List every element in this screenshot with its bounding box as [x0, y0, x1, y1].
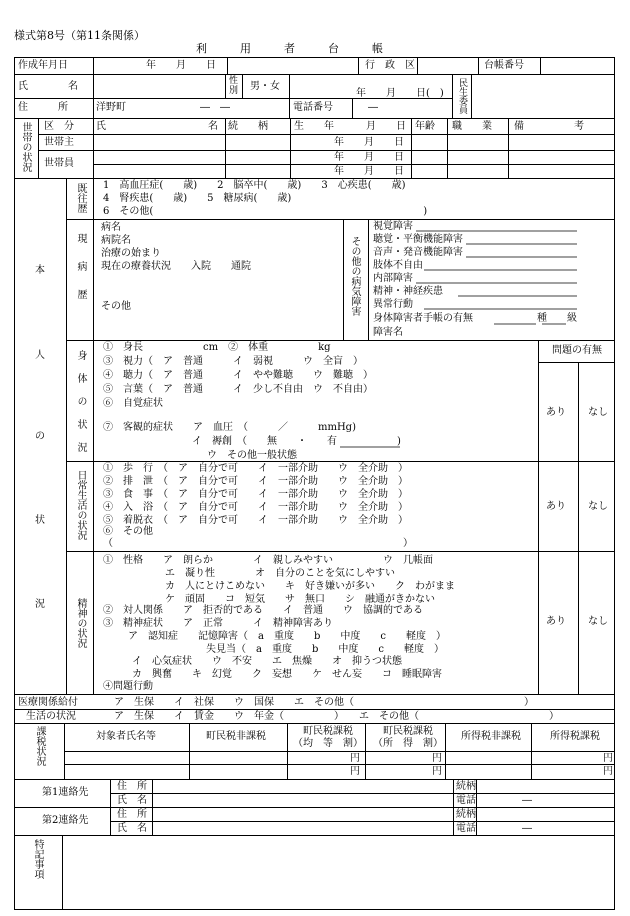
current-history-disease[interactable]: 病名 — [101, 222, 121, 233]
honnin-side-label-4: 状 — [35, 515, 45, 526]
mental-problem-behavior[interactable]: ④問題行動 — [103, 681, 153, 692]
current-history-other[interactable]: その他 — [101, 301, 131, 312]
daily-walking[interactable]: ① 歩 行 （ ア 自分で可 イ 一部介助 ウ 全介助 ） — [103, 463, 408, 474]
tax-header-income-exempt: 所得税非課税 — [461, 731, 521, 742]
mental-symptoms[interactable]: ③ 精神症状 ア 正常 イ 精神障害あり — [103, 618, 333, 629]
tax-yen: 円 — [350, 753, 360, 764]
page-title: 利 用 者 台 帳 — [196, 42, 383, 55]
body-hearing[interactable]: ④ 聴力（ ア 普通 イ やや難聴 ウ 難聴 ） — [103, 370, 373, 381]
contact-1-phone-dash: ― — [522, 795, 532, 806]
contact-2-phone-label: 電話 — [456, 823, 476, 834]
household-day-header: 日 — [396, 121, 406, 132]
household-ymd[interactable]: 年 月 日 — [334, 166, 404, 177]
contact-2-relation-label: 続柄 — [456, 809, 476, 820]
past-history-line-3[interactable]: 6 その他( ) — [103, 206, 428, 217]
mental-personality-3[interactable]: カ 人にとけこめない キ 好き嫌いが多い ク わがまま — [165, 581, 455, 592]
tax-header-municipal-exempt: 町民税非課税 — [206, 731, 266, 742]
contact-1-phone-label: 電話 — [456, 795, 476, 806]
contact-1-label: 第1連絡先 — [42, 787, 89, 798]
address-value[interactable]: 洋野町 — [96, 102, 126, 113]
tax-yen: 円 — [603, 753, 613, 764]
household-note-header: 備 考 — [514, 121, 584, 132]
mental-relations[interactable]: ② 対人関係 ア 拒否的である イ 普通 ウ 協調的である — [103, 605, 423, 616]
other-disorders-label: その他の病気障害 — [349, 236, 360, 316]
mental-problem-no[interactable]: なし — [588, 616, 608, 627]
household-month-header: 月 — [366, 121, 376, 132]
household-birth-year-header: 生 年 — [294, 121, 334, 132]
current-history-label: 現病歴 — [75, 233, 86, 317]
body-height-weight[interactable]: ① 身長 cm ② 体重 kg — [103, 342, 331, 353]
body-general[interactable]: ウ その他一般状態 — [207, 450, 297, 461]
disorder-abnormal-behavior[interactable]: 異常行動 — [373, 299, 413, 310]
household-shi-header: 氏 — [96, 121, 106, 132]
honnin-side-label-3: の — [35, 431, 45, 442]
mental-problem-yes[interactable]: あり — [546, 616, 566, 627]
disorder-limb[interactable]: 肢体不自由 — [373, 260, 423, 271]
mental-symptoms-list-1[interactable]: イ 心気症状 ウ 不安 エ 焦燥 オ 抑うつ状態 — [132, 656, 402, 667]
mental-dementia-memory[interactable]: ア 認知症 記憶障害（ a 重度 b 中度 c 軽度 ） — [128, 631, 446, 642]
current-history-treatment-start[interactable]: 治療の始まり — [101, 248, 161, 259]
daily-problem-no[interactable]: なし — [588, 501, 608, 512]
current-history-hospital[interactable]: 病院名 — [101, 235, 131, 246]
phone-label: 電話番号 — [293, 102, 333, 113]
tax-header-name: 対象者氏名等 — [96, 731, 156, 742]
disorder-mental-neuro[interactable]: 精神・神経疾患 — [373, 286, 443, 297]
date-fields[interactable]: 年 月 日 — [146, 60, 216, 71]
address-dash: ― ― — [200, 102, 230, 113]
special-notes-area[interactable] — [63, 836, 614, 909]
name-label: 氏 名 — [18, 81, 78, 92]
tax-header-municipal-equal: 町民税課税 （均 等 割） — [293, 726, 363, 749]
contact-1-name-label: 氏 名 — [117, 795, 147, 806]
mental-label: 精神の状況 — [75, 598, 86, 648]
contact-1-address-label: 住 所 — [117, 781, 147, 792]
tax-status-label: 課税状況 — [34, 726, 45, 766]
mental-symptoms-list-2[interactable]: カ 興奮 キ 幻覚 ク 妄想 ケ せん妄 コ 睡眠障害 — [132, 669, 442, 680]
household-side-label: 世帯の状況 — [20, 122, 31, 172]
handbook-grade: 級 — [567, 313, 577, 324]
daily-bathing[interactable]: ④ 入 浴 （ ア 自分で可 イ 一部介助 ウ 全介助 ） — [103, 502, 408, 513]
disability-handbook-label: 身体障害者手帳の有無 — [373, 313, 473, 324]
past-history-line-1[interactable]: 1 高血圧症( 歳) 2 脳卒中( 歳) 3 心疾患( 歳) — [103, 180, 406, 191]
mental-dementia-disorientation[interactable]: 失見当（ a 重度 b 中度 c 軽度 ） — [206, 644, 444, 655]
disorder-internal[interactable]: 内部障害 — [373, 273, 413, 284]
problem-header: 問題の有無 — [552, 345, 602, 356]
tax-yen: 円 — [432, 766, 442, 777]
disorder-hearing[interactable]: 聴覚・平衡機能障害 — [373, 234, 463, 245]
daily-other[interactable]: ⑥ その他 — [103, 526, 153, 537]
body-problem-no[interactable]: なし — [588, 407, 608, 418]
birth-date-fields[interactable]: 年 月 日( ) — [356, 88, 444, 99]
body-bedsore[interactable]: イ 褥創 （ 無 ・ 有 ) — [192, 436, 401, 447]
daily-other-paren[interactable]: （ ） — [103, 538, 413, 549]
living-status-options[interactable]: ア 生保 イ 賃金 ウ 年金（ ） エ その他（ ） — [114, 711, 559, 722]
household-relation-header: 続 柄 — [228, 121, 268, 132]
daily-excretion[interactable]: ② 排 泄 （ ア 自分で可 イ 一部介助 ウ 全介助 ） — [103, 476, 408, 487]
body-objective-bp[interactable]: ⑦ 客観的症状 ア 血圧 （ ／ mmHg) — [103, 422, 356, 433]
contact-1-relation-label: 続柄 — [456, 781, 476, 792]
body-status-label: 身体の状況 — [75, 350, 86, 465]
daily-life-label: 日常生活の状況 — [75, 470, 86, 540]
mental-personality-1[interactable]: ① 性格 ア 朗らか イ 親しみやすい ウ 几帳面 — [103, 555, 433, 566]
phone-dash: ― — [368, 102, 378, 113]
medical-benefit-options[interactable]: ア 生保 イ 社保 ウ 国保 エ その他（ ） — [114, 697, 534, 708]
body-subjective[interactable]: ⑥ 自覚症状 — [103, 398, 163, 409]
contact-2-label: 第2連絡先 — [42, 815, 89, 826]
household-member-label: 世帯員 — [44, 158, 74, 169]
contact-2-name-label: 氏 名 — [117, 823, 147, 834]
honnin-side-label-2: 人 — [35, 350, 45, 361]
mental-personality-4[interactable]: ケ 頑固 コ 短気 サ 無口 シ 融通がきかない — [165, 594, 435, 605]
disorder-visual[interactable]: 視覚障害 — [373, 221, 413, 232]
household-job-header: 職 業 — [452, 121, 492, 132]
handbook-class: 種 — [537, 313, 547, 324]
body-vision[interactable]: ③ 視力（ ア 普通 イ 弱視 ウ 全盲 ） — [103, 356, 363, 367]
address-label: 住 所 — [18, 102, 68, 113]
contact-2-address-label: 住 所 — [117, 809, 147, 820]
tax-yen: 円 — [350, 766, 360, 777]
mental-personality-2[interactable]: エ 凝り性 オ 自分のことを気にしやすい — [165, 568, 395, 579]
current-history-status[interactable]: 現在の療養状況 入院 通院 — [101, 261, 251, 272]
form-number: 様式第8号（第11条関係） — [14, 29, 145, 42]
gender-label: 性別 — [229, 76, 239, 96]
living-status-label: 生活の状況 — [26, 711, 76, 722]
gender-options[interactable]: 男・女 — [250, 81, 280, 92]
tax-header-income-taxed: 所得税課税 — [550, 731, 600, 742]
contact-2-phone-dash: ― — [522, 823, 532, 834]
disorder-speech[interactable]: 音声・発音機能障害 — [373, 247, 463, 258]
honnin-side-label-1: 本 — [35, 265, 45, 276]
tax-yen: 円 — [603, 766, 613, 777]
tax-header-municipal-income: 町民税課税 （所 得 割） — [373, 726, 443, 749]
ledger-number-label: 台帳番号 — [484, 60, 524, 71]
medical-benefit-label: 医療関係給付 — [18, 697, 78, 708]
body-speech[interactable]: ⑤ 言葉（ ア 普通 イ 少し不自由 ウ 不自由） — [103, 384, 373, 395]
tax-yen: 円 — [432, 753, 442, 764]
district-label: 行 政 区 — [365, 60, 415, 71]
household-head-label: 世帯主 — [44, 137, 74, 148]
past-history-line-2[interactable]: 4 腎疾患( 歳) 5 糖尿病( 歳) — [103, 193, 292, 204]
daily-problem-yes[interactable]: あり — [546, 501, 566, 512]
daily-eating[interactable]: ③ 食 事 （ ア 自分で可 イ 一部介助 ウ 全介助 ） — [103, 489, 408, 500]
household-ymd[interactable]: 年 月 日 — [334, 152, 404, 163]
honnin-side-label-5: 況 — [35, 599, 45, 610]
household-mei-header: 名 — [208, 121, 218, 132]
household-age-header: 年齢 — [415, 121, 435, 132]
disorder-name-label[interactable]: 障害名 — [373, 327, 403, 338]
household-ymd[interactable]: 年 月 日 — [334, 137, 404, 148]
past-history-label: 既往歴 — [75, 183, 86, 213]
date-label: 作成年月日 — [18, 60, 68, 71]
household-kubun-header: 区 分 — [44, 121, 74, 132]
welfare-commissioner-label: 民生委員 — [457, 78, 467, 114]
body-problem-yes[interactable]: あり — [546, 407, 566, 418]
daily-dressing[interactable]: ⑤ 着脱衣 （ ア 自分で可 イ 一部介助 ウ 全介助 ） — [103, 515, 408, 526]
special-notes-label: 特記事項 — [32, 839, 43, 879]
